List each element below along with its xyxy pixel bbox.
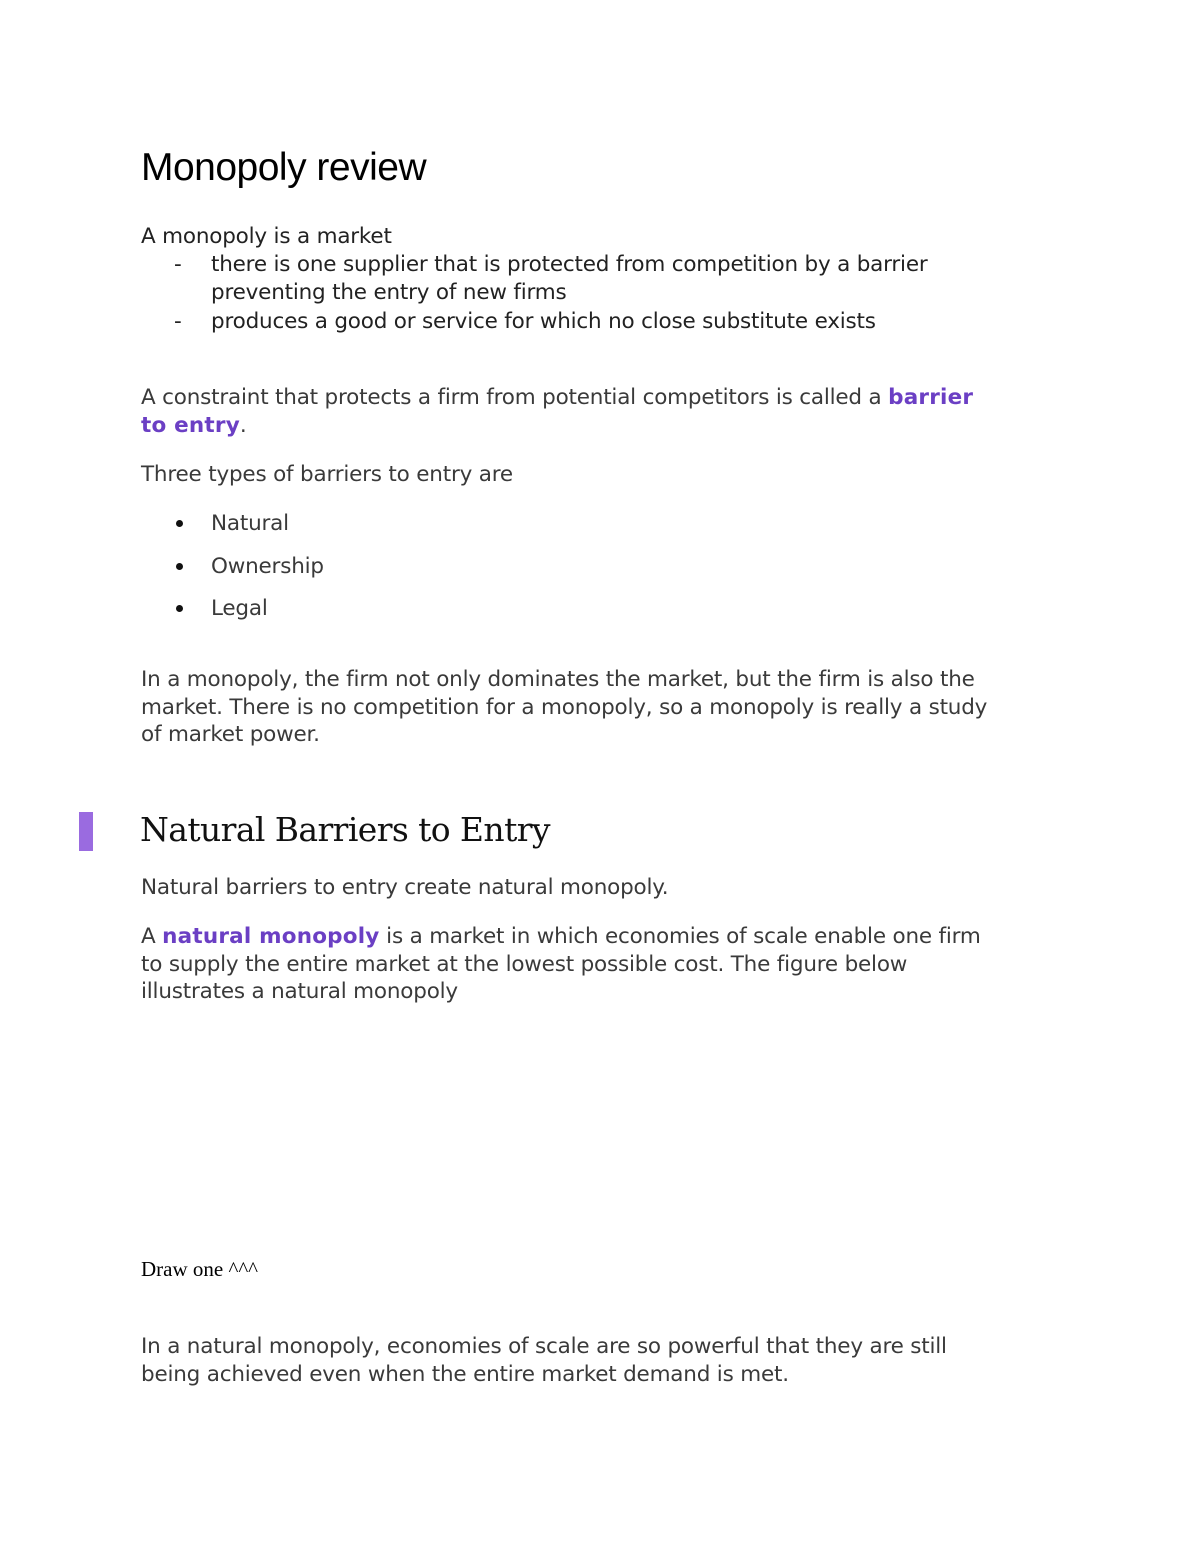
dash-marker: - [174,309,182,334]
monopoly-paragraph-line3: of market power. [141,722,320,747]
page-title: Monopoly review [141,146,427,189]
section2-intro: Natural barriers to entry create natural monopoly. [141,875,669,900]
list-item: Natural [211,511,289,536]
closing-line1: In a natural monopoly, economies of scale are so powerful that they are still [141,1334,947,1359]
intro-lead: A monopoly is a market [141,224,392,249]
dash-item-2-line1: produces a good or service for which no close substitute exists [211,309,876,334]
bullet-icon [176,605,183,612]
closing-line2: being achieved even when the entire market demand is met. [141,1362,789,1387]
draw-note: Draw one ^^^ [141,1257,259,1281]
barrier-paragraph-period: . [239,413,247,438]
definition-text: is a market in which economies of scale enable one firm [386,924,981,949]
bullet-icon [176,520,183,527]
barrier-paragraph-line2 [141,412,247,440]
section-marker-bar [79,812,93,851]
bullet-icon [176,563,183,570]
definition-article: A [141,924,156,949]
definition-line1 [141,923,981,951]
dash-item-1-line1: there is one supplier that is protected from competition by a barrier [211,252,928,277]
barrier-paragraph-line1 [141,384,973,412]
types-lead: Three types of barriers to entry are [141,462,513,487]
definition-line3: illustrates a natural monopoly [141,979,458,1004]
term-to-entry: to entry [141,413,240,438]
monopoly-paragraph-line2: market. There is no competition for a monopoly, so a monopoly is really a study [141,695,988,720]
list-item: Ownership [211,554,324,579]
term-barrier: barrier [888,385,974,410]
list-item: Legal [211,596,268,621]
barrier-paragraph-text: A constraint that protects a firm from potential competitors is called a [141,385,882,410]
dash-marker: - [174,252,182,277]
dash-item-1-line2: preventing the entry of new firms [211,280,567,305]
monopoly-paragraph-line1: In a monopoly, the firm not only dominates the market, but the firm is also the [141,667,975,692]
definition-line2: to supply the entire market at the lowest possible cost. The figure below [141,952,908,977]
term-natural-monopoly: natural monopoly [162,924,380,949]
section-heading: Natural Barriers to Entry [140,810,550,849]
